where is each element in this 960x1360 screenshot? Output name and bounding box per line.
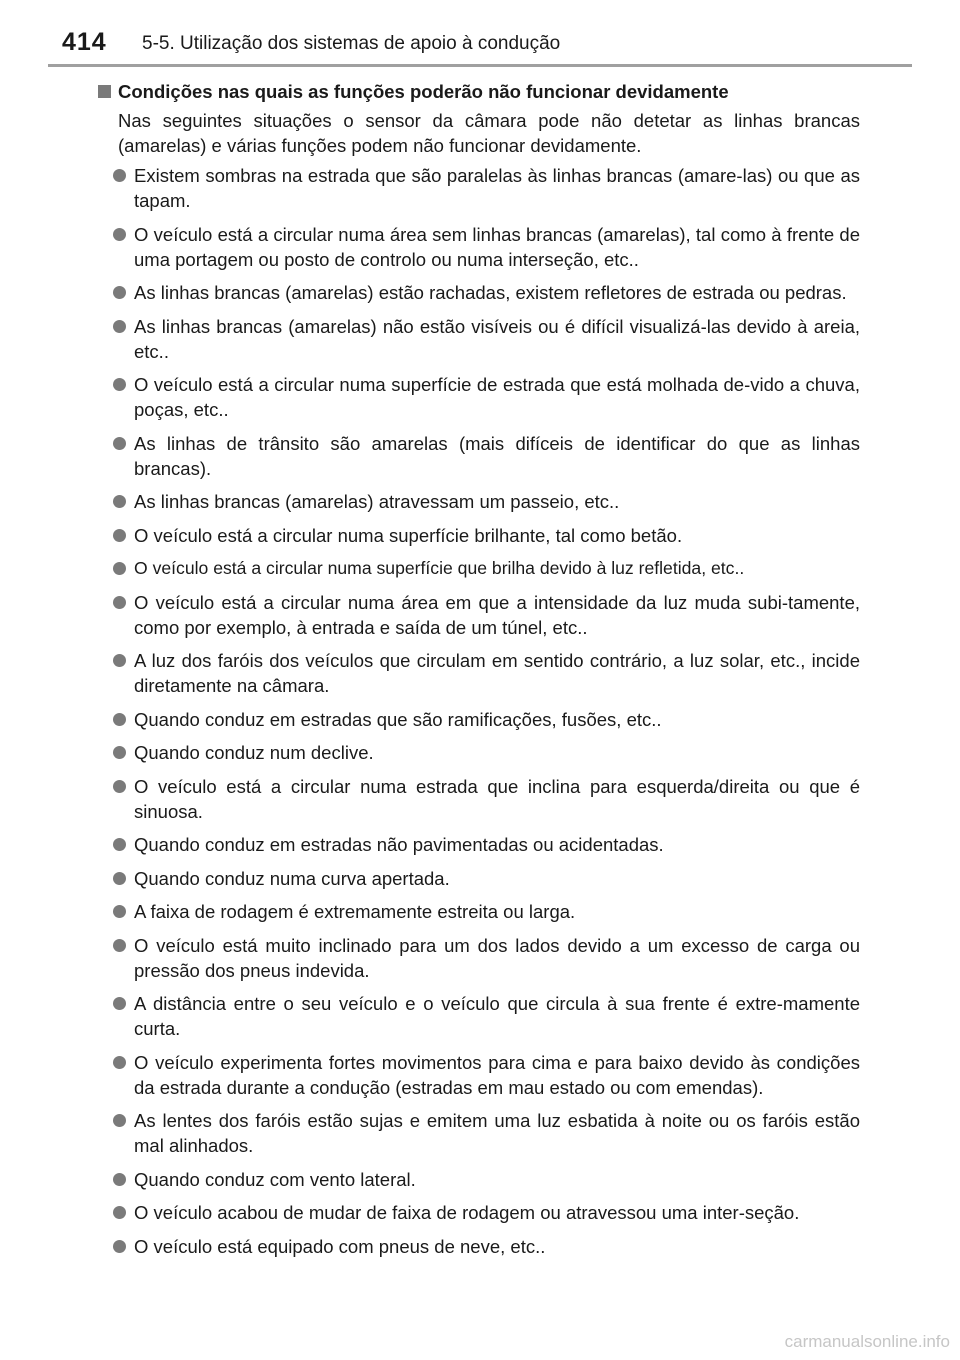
list-item [98, 590, 860, 640]
list-item-text: O veículo está muito inclinado para um dos lados devido a um excesso de carga ou pressão dos pneus indevida. [134, 934, 860, 981]
circle-bullet-icon [113, 320, 126, 333]
intro-paragraph: Nas seguintes situações o sensor da câmara pode não detetar as linhas brancas (amarelas) e várias funções podem não funcionar devidamente. [118, 110, 860, 156]
circle-bullet-icon [113, 1173, 126, 1186]
circle-bullet-icon [113, 1114, 126, 1127]
list-item-text: As linhas brancas (amarelas) não estão visíveis ou é difícil visualizá-las devido à areia, etc.. [134, 315, 860, 362]
list-item-text: O veículo está a circular numa estrada que inclina para esquerda/direita ou que é sinuosa. [134, 775, 860, 822]
list-item [98, 1200, 860, 1225]
list-item [98, 1167, 860, 1192]
circle-bullet-icon [113, 286, 126, 299]
list-item [98, 556, 860, 581]
circle-bullet-icon [113, 437, 126, 450]
circle-bullet-icon [113, 169, 126, 182]
main-content [98, 80, 860, 1267]
list-item-text: Existem sombras na estrada que são paralelas às linhas brancas (amare-las) ou que as tapam. [134, 165, 860, 211]
list-item [98, 1050, 860, 1100]
list-item-text: As linhas brancas (amarelas) atravessam um passeio, etc.. [134, 491, 620, 512]
list-item [98, 314, 860, 364]
heading-text: Condições nas quais as funções poderão não funcionar devidamente [118, 81, 729, 102]
list-item [98, 832, 860, 857]
header-divider [48, 64, 912, 67]
list-item [98, 991, 860, 1041]
list-item-text: A luz dos faróis dos veículos que circulam em sentido contrário, a luz solar, etc., incide diretamente na câmara. [134, 650, 860, 696]
list-item-text: As lentes dos faróis estão sujas e emitem uma luz esbatida à noite ou os faróis estão mal alinhados. [134, 1110, 860, 1156]
list-item-text: O veículo está a circular numa superfície brilhante, tal como betão. [134, 524, 683, 546]
circle-bullet-icon [113, 596, 126, 609]
circle-bullet-icon [113, 838, 126, 851]
circle-bullet-icon [113, 939, 126, 952]
circle-bullet-icon [113, 872, 126, 885]
list-item-text: O veículo está a circular numa superfície que brilha devido à luz refletida, etc.. [134, 558, 745, 578]
list-item-text: A distância entre o seu veículo e o veículo que circula à sua frente é extre-mamente curta. [134, 993, 860, 1039]
list-item-text: O veículo está equipado com pneus de neve, etc.. [134, 1235, 546, 1257]
circle-bullet-icon [113, 905, 126, 918]
list-item-text: As linhas brancas (amarelas) estão rachadas, existem refletores de estrada ou pedras. [134, 282, 847, 303]
square-bullet-icon [98, 85, 111, 98]
page-number: 414 [62, 28, 107, 56]
list-item [98, 372, 860, 422]
list-item [98, 431, 860, 481]
circle-bullet-icon [113, 713, 126, 726]
circle-bullet-icon [113, 746, 126, 759]
list-item [98, 648, 860, 698]
circle-bullet-icon [113, 654, 126, 667]
page-header [0, 0, 960, 70]
section-heading [98, 80, 860, 104]
circle-bullet-icon [113, 228, 126, 241]
list-item [98, 866, 860, 891]
list-item-text: O veículo está a circular numa superfície de estrada que está molhada de-vido a chuva, poças, etc.. [134, 374, 860, 420]
circle-bullet-icon [113, 562, 126, 575]
list-item [98, 1108, 860, 1158]
list-item [98, 163, 860, 213]
circle-bullet-icon [113, 495, 126, 508]
list-item-text: Quando conduz em estradas não pavimentadas ou acidentadas. [134, 834, 664, 855]
list-item [98, 933, 860, 983]
list-item [98, 774, 860, 824]
list-item-text: Quando conduz num declive. [134, 742, 374, 763]
circle-bullet-icon [113, 1240, 126, 1253]
list-item-text: Quando conduz com vento lateral. [134, 1168, 416, 1190]
list-item [98, 707, 860, 732]
circle-bullet-icon [113, 378, 126, 391]
list-item-text: Quando conduz numa curva apertada. [134, 867, 450, 889]
list-item [98, 740, 860, 765]
circle-bullet-icon [113, 997, 126, 1010]
list-item-text: O veículo acabou de mudar de faixa de rodagem ou atravessou uma inter-seção. [134, 1202, 800, 1223]
list-item [98, 523, 860, 548]
list-item [98, 899, 860, 924]
circle-bullet-icon [113, 1206, 126, 1219]
circle-bullet-icon [113, 1056, 126, 1069]
watermark: carmanualsonline.info [784, 1332, 950, 1351]
circle-bullet-icon [113, 780, 126, 793]
list-item-text: O veículo está a circular numa área em que a intensidade da luz muda subi-tamente, como por exemplo, à entrada e saída de um túnel, etc.. [134, 591, 860, 638]
list-item [98, 1234, 860, 1259]
circle-bullet-icon [113, 529, 126, 542]
condition-list [98, 163, 860, 1259]
list-item-text: As linhas de trânsito são amarelas (mais difíceis de identificar do que as linhas brancas). [134, 432, 860, 479]
list-item-text: O veículo está a circular numa área sem linhas brancas (amarelas), tal como à frente de uma portagem ou posto de controlo ou numa interseção, etc.. [134, 223, 860, 270]
list-item-text: A faixa de rodagem é extremamente estreita ou larga. [134, 901, 576, 922]
list-item-text: Quando conduz em estradas que são ramificações, fusões, etc.. [134, 708, 662, 730]
list-item [98, 222, 860, 272]
section-title: 5-5. Utilização dos sistemas de apoio à condução [142, 33, 561, 54]
list-item-text: O veículo experimenta fortes movimentos para cima e para baixo devido às condições da estrada durante a condução (estradas em mau estado ou com emendas). [134, 1051, 860, 1098]
list-item [98, 489, 860, 514]
list-item [98, 280, 860, 305]
